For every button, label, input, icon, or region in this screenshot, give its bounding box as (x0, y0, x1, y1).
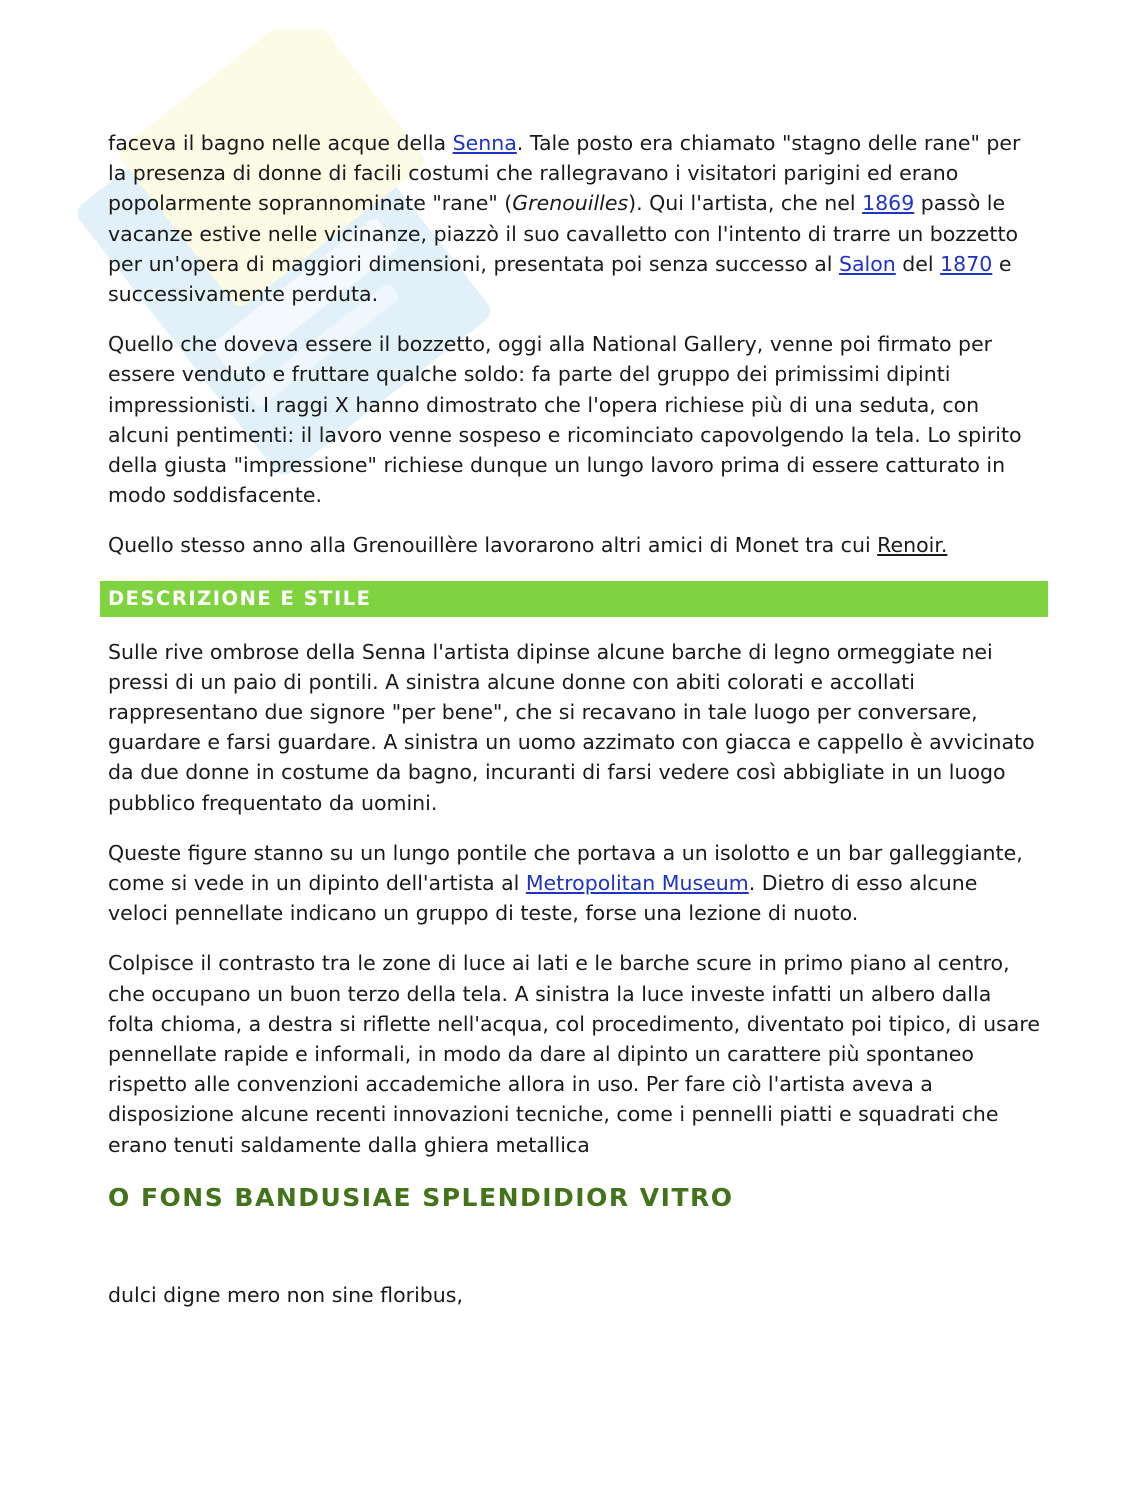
paragraph-descrizione: Sulle rive ombrose della Senna l'artista dipinse alcune barche di legno ormeggiate nei pressi di un paio di pontili. A sinistra alcune donne con abiti colorati e accollati rappresentano due signore "per bene", che si recavano in tale luogo per conversare, guardare e farsi guardare. A sinistra un uomo azzimato con giacca e cappello è avvicinato da due donne in costume da bagno, incuranti di farsi vedere così abbigliate in un luogo pubblico frequentato da uomini. (108, 639, 1035, 815)
paragraph-bozzetto: Quello che doveva essere il bozzetto, oggi alla National Gallery, venne poi firmato per essere venduto e fruttare qualche soldo: fa parte del gruppo dei primissimi dipinti impressionisti. I raggi X hanno dimostrato che l'opera richiese più di una seduta, con alcuni pentimenti: il lavoro venne sospeso e ricominciato capovolgendo la tela. Lo spirito della giusta "impressione" richiese dunque un lungo lavoro prima di essere catturato in modo soddisfacente. (108, 332, 1022, 508)
paragraph-history: faceva il bagno nelle acque della Senna. Tale posto era chiamato "stagno delle rane" per la presenza di donne di facili costumi che rallegravano i visitatori parigini ed erano popolarmente soprannominate "rane" (Grenouilles). Qui l'artista, che nel 1869 passò le vacanze estive nelle vicinanze, piazzò il suo cavalletto con l'intento di trarre un bozzetto per un'opera di maggiori dimensioni, presentata poi senza successo al Salon del 1870 e successivamente perduta. (108, 131, 1021, 307)
document-body (100, 128, 1048, 1330)
section-heading-descrizione: DESCRIZIONE E STILE (100, 581, 1048, 617)
paragraph-contrasto: Colpisce il contrasto tra le zone di luce ai lati e le barche scure in primo piano al centro, che occupano un buon terzo della tela. A sinistra la luce investe infatti un albero dalla folta chioma, a destra si riflette nell'acqua, col procedimento, diventato poi tipico, di usare pennellate rapide e informali, in modo da dare al dipinto un carattere più spontaneo rispetto alle convenzioni accademiche allora in uso. Per fare ciò l'artista aveva a disposizione alcune recenti innovazioni tecniche, come i pennelli piatti e squadrati che erano tenuti saldamente dalla ghiera metallica (108, 951, 1040, 1157)
link-metropolitan-museum[interactable]: Metropolitan Museum (525, 871, 749, 896)
heading-fons-bandusiae: O FONS BANDUSIAE SPLENDIDIOR VITRO (108, 1182, 734, 1212)
link-renoir[interactable]: Renoir. (877, 533, 948, 558)
link-1870[interactable]: 1870 (940, 251, 993, 276)
paragraph-amici: Quello stesso anno alla Grenouillère lavorarono altri amici di Monet tra cui Renoir. (108, 533, 948, 558)
link-senna[interactable]: Senna (452, 131, 517, 155)
paragraph-figure: Queste figure stanno su un lungo pontile che portava a un isolotto e un bar galleggiante, come si vede in un dipinto dell'artista al Metropolitan Museum. Dietro di esso alcune veloci pennellate indicano un gruppo di teste, forse una lezione di nuoto. (108, 840, 1023, 926)
paragraph-verse: dulci digne mero non sine floribus, (108, 1282, 463, 1307)
link-salon[interactable]: Salon (838, 251, 896, 276)
link-1869[interactable]: 1869 (862, 191, 915, 216)
italic-grenouilles: Grenouilles (512, 191, 629, 216)
